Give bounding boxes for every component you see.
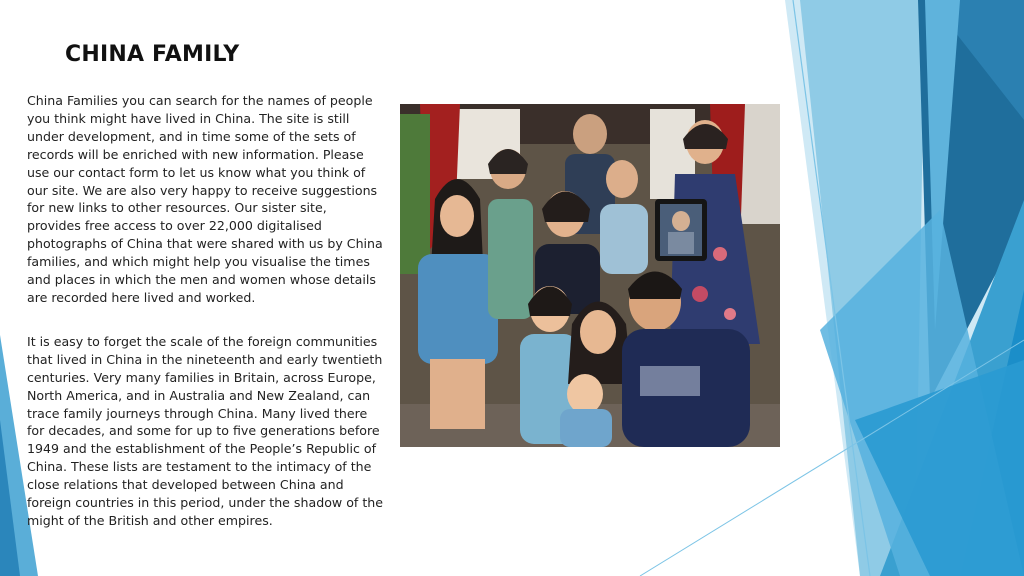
family-photo (400, 104, 780, 447)
slide-title: CHINA FAMILY (65, 42, 240, 67)
paragraph-intro: China Families you can search for the names of people you think might have lived in China. The site is still under development, and in time some of the sets of records will be enriched with new information. Please use our contact form to let us know what you think of our site. We are also very happy to receive suggestions for new links to other resources. Our sister site, provides free access to over 22,000 digitalised photographs of China that were shared with us by China families, and which might help you visualise the times and places in which the men and women whose details are recorded here lived and worked. (27, 93, 383, 305)
paragraph-history: It is easy to forget the scale of the foreign communities that lived in China in the nineteenth and early twentieth centuries. Very many families in Britain, across Europe, North America, and in Australia and New Zealand, can trace family journeys through China. Many lived there for decades, and some for up to five generations before 1949 and the establishment of the People’s Republic of China. These lists are testament to the intimacy of the close relations that developed between China and foreign countries in this period, under the shadow of the might of the British and other empires. (27, 333, 384, 528)
family-photo-illustration (400, 104, 780, 447)
body-text (27, 92, 383, 530)
